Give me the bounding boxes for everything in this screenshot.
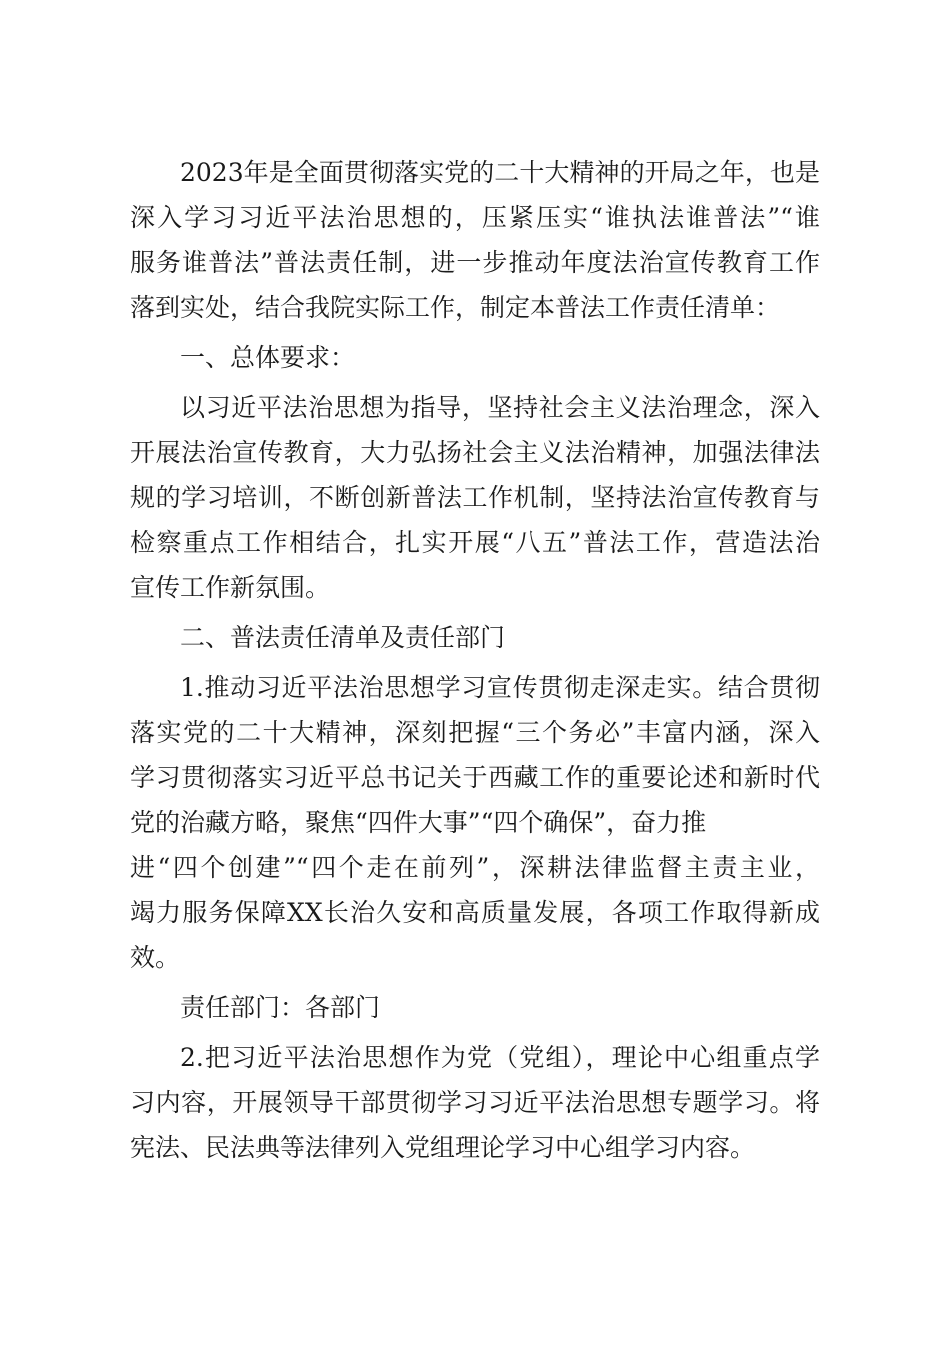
text-line: 深入学习习近平法治思想的，压紧压实“谁执法谁普法”“谁	[130, 203, 820, 232]
text-line: 习内容，开展领导干部贯彻学习习近平法治思想专题学习。将	[130, 1088, 820, 1117]
text-line: 落到实处，结合我院实际工作，制定本普法工作责任清单：	[130, 293, 781, 322]
text-line: 落实党的二十大精神，深刻把握“三个务必”丰富内涵，深入	[130, 718, 820, 747]
text-line: 规的学习培训，不断创新普法工作机制，坚持法治宣传教育与	[130, 483, 820, 512]
text-line: 宣传工作新氛围。	[130, 573, 331, 602]
text-line: 竭力服务保障XX长治久安和高质量发展，各项工作取得新成	[130, 898, 820, 927]
text-line: 党的治藏方略，聚焦“四件大事”“四个确保”，奋力推	[130, 808, 707, 837]
text-line: 以习近平法治思想为指导，坚持社会主义法治理念，深入	[180, 393, 820, 422]
item-1-paragraph	[130, 665, 830, 980]
intro-paragraph	[130, 150, 830, 330]
item-2-paragraph	[130, 1035, 830, 1170]
text-line: 检察重点工作相结合，扎实开展“八五”普法工作，营造法治	[130, 528, 820, 557]
text-line: 开展法治宣传教育，大力弘扬社会主义法治精神，加强法律法	[130, 438, 820, 467]
section-heading-responsibility-list: 二、普法责任清单及责任部门	[180, 623, 506, 652]
text-line: 2.把习近平法治思想作为党（党组），理论中心组重点学	[180, 1043, 820, 1072]
general-requirements-paragraph	[130, 385, 830, 610]
text-line: 宪法、民法典等法律列入党组理论学习中心组学习内容。	[130, 1133, 756, 1162]
document-body	[130, 150, 830, 1170]
text-line: 服务谁普法”普法责任制，进一步推动年度法治宣传教育工作	[130, 248, 820, 277]
text-line: 1.推动习近平法治思想学习宣传贯彻走深走实。结合贯彻	[180, 673, 820, 702]
responsible-department-line: 责任部门：各部门	[180, 993, 381, 1022]
text-line: 2023年是全面贯彻落实党的二十大精神的开局之年，也是	[180, 158, 820, 187]
text-line: 进“四个创建”“四个走在前列”，深耕法律监督主责主业，	[130, 853, 820, 882]
text-line: 效。	[130, 943, 181, 972]
section-heading-general-requirements: 一、总体要求：	[180, 343, 356, 372]
text-line: 学习贯彻落实习近平总书记关于西藏工作的重要论述和新时代	[130, 763, 820, 792]
